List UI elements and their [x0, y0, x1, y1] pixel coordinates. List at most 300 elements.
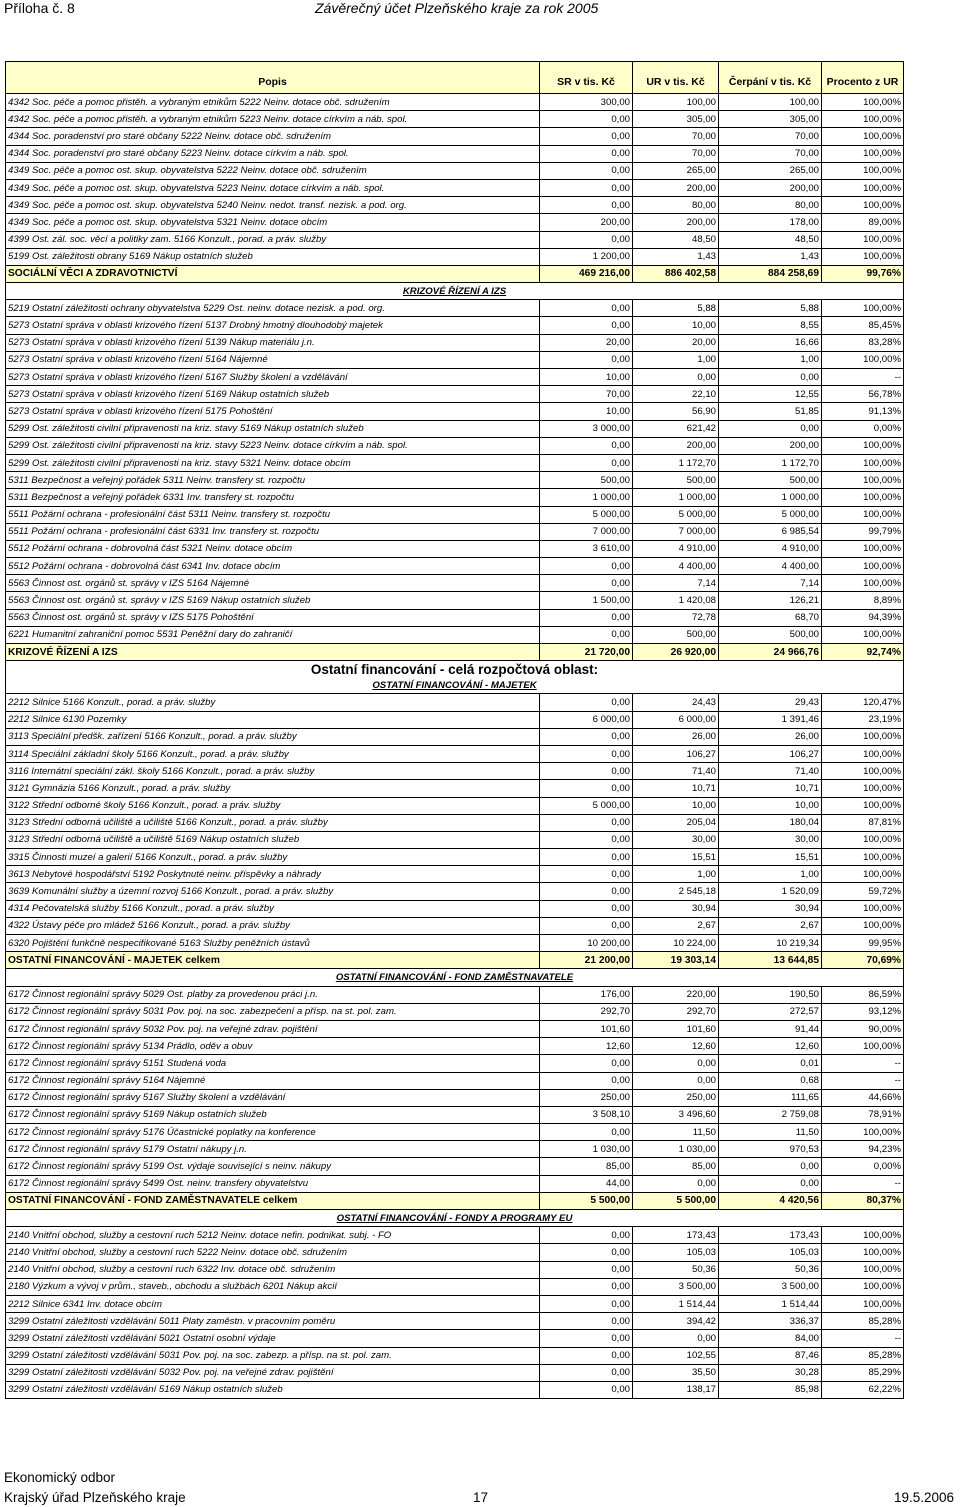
table-row: [6, 986, 904, 1003]
col-header-sr: SR v tis. Kč: [540, 62, 633, 94]
row-value: 71,40: [719, 763, 822, 780]
row-value: 0,00: [540, 694, 633, 711]
table-row: [6, 1244, 904, 1261]
row-description: 3123 Střední odborná učiliště a učiliště 5166 Konzult., porad. a práv. služby: [6, 814, 540, 831]
row-value: 10,71: [633, 780, 719, 797]
row-value: 80,00: [719, 197, 822, 214]
table-row: [6, 1261, 904, 1278]
table-row: [6, 1038, 904, 1055]
row-value: 265,00: [633, 162, 719, 179]
row-value: 94,39%: [822, 609, 904, 626]
document-title: Závěrečný účet Plzeňského kraje za rok 2005: [315, 0, 599, 16]
row-value: 6 000,00: [540, 711, 633, 728]
row-value: 272,57: [719, 1003, 822, 1020]
table-row: [6, 711, 904, 728]
row-value: 0,00: [540, 849, 633, 866]
row-description: 5511 Požární ochrana - profesionální část 5311 Neinv. transfery st. rozpočtu: [6, 506, 540, 523]
row-value: 5 500,00: [540, 1192, 633, 1209]
row-description: 4344 Soc. poradenství pro staré občany 5222 Neinv. dotace obč. sdružením: [6, 128, 540, 145]
row-value: 15,51: [633, 849, 719, 866]
row-value: 20,00: [540, 334, 633, 351]
row-description: 6320 Pojištění funkčně nespecifikované 5163 Služby peněžních ústavů: [6, 935, 540, 952]
row-value: 100,00%: [822, 917, 904, 934]
row-value: 10,00: [633, 797, 719, 814]
row-value: 5,88: [719, 300, 822, 317]
col-header-procento: Procento z UR: [822, 62, 904, 94]
page-header: [0, 0, 960, 18]
row-value: 70,00: [540, 386, 633, 403]
row-value: 100,00%: [822, 111, 904, 128]
row-description: 4344 Soc. poradenství pro staré občany 5223 Neinv. dotace církvím a náb. spol.: [6, 145, 540, 162]
row-value: 2 545,18: [633, 883, 719, 900]
row-value: 300,00: [540, 94, 633, 111]
row-value: 99,95%: [822, 935, 904, 952]
table-row: [6, 386, 904, 403]
row-value: 10,71: [719, 780, 822, 797]
row-value: 0,00%: [822, 420, 904, 437]
row-description: 5563 Činnost ost. orgánů st. správy v IZS 5175 Pohoštění: [6, 609, 540, 626]
row-value: 100,00%: [822, 558, 904, 575]
table-body: [6, 94, 904, 1399]
row-value: 90,00%: [822, 1020, 904, 1037]
table-row: [6, 831, 904, 848]
table-row: [6, 814, 904, 831]
row-value: 100,00%: [822, 248, 904, 265]
row-value: 87,81%: [822, 814, 904, 831]
row-value: 100,00%: [822, 454, 904, 471]
row-value: 85,00: [633, 1158, 719, 1175]
row-value: 3 000,00: [540, 420, 633, 437]
table-row: [6, 179, 904, 196]
row-description: OSTATNÍ FINANCOVÁNÍ - MAJETEK celkem: [6, 952, 540, 969]
table-row: [6, 558, 904, 575]
row-description: 5511 Požární ochrana - profesionální část 6331 Inv. transfery st. rozpočtu: [6, 523, 540, 540]
row-value: 100,00%: [822, 728, 904, 745]
section-heading-row: [6, 1210, 904, 1227]
row-value: 200,00: [633, 214, 719, 231]
row-value: 93,12%: [822, 1003, 904, 1020]
row-description: 5273 Ostatní správa v oblasti krizového řízení 5169 Nákup ostatních služeb: [6, 386, 540, 403]
row-value: 1 500,00: [540, 592, 633, 609]
row-value: 621,42: [633, 420, 719, 437]
row-value: 100,00%: [822, 626, 904, 643]
footer-date: 19.5.2006: [893, 1490, 954, 1505]
row-value: 1 514,44: [633, 1295, 719, 1312]
row-value: 5 500,00: [633, 1192, 719, 1209]
row-value: 200,00: [719, 437, 822, 454]
table-row: [6, 900, 904, 917]
table-row: [6, 780, 904, 797]
row-description: 2212 Silnice 5166 Konzult., porad. a práv. služby: [6, 694, 540, 711]
row-value: 5 000,00: [633, 506, 719, 523]
row-description: 4342 Soc. péče a pomoc přistěh. a vybraným etnikům 5222 Neinv. dotace obč. sdružením: [6, 94, 540, 111]
row-value: 100,00%: [822, 300, 904, 317]
row-description: 5299 Ost. záležitosti civilní připravenosti na kriz. stavy 5223 Neinv. dotace církvím a náb. spol.: [6, 437, 540, 454]
row-description: 3299 Ostatní záležitosti vzdělávání 5031 Pov. poj. na soc. zabezp. a přísp. na st. pol. zam.: [6, 1347, 540, 1364]
table-row: [6, 1020, 904, 1037]
row-value: 0,00: [540, 900, 633, 917]
row-value: 70,00: [719, 145, 822, 162]
row-description: 4314 Pečovatelská služby 5166 Konzult., porad. a práv. služby: [6, 900, 540, 917]
row-description: 6172 Činnost regionální správy 5151 Studená voda: [6, 1055, 540, 1072]
row-value: 4 420,56: [719, 1192, 822, 1209]
row-value: 0,00: [719, 369, 822, 386]
row-value: 100,00: [719, 94, 822, 111]
table-row: [6, 94, 904, 111]
row-description: 4342 Soc. péče a pomoc přistěh. a vybraným etnikům 5223 Neinv. dotace církvím a náb. spol.: [6, 111, 540, 128]
row-description: 6172 Činnost regionální správy 5032 Pov. poj. na veřejné zdrav. pojištění: [6, 1020, 540, 1037]
row-description: 2140 Vnitřní obchod, služby a cestovní ruch 6322 Inv. dotace obč. sdružením: [6, 1261, 540, 1278]
row-value: 20,00: [633, 334, 719, 351]
row-value: 0,00: [540, 558, 633, 575]
row-value: 7 000,00: [540, 523, 633, 540]
col-header-ur: UR v tis. Kč: [633, 62, 719, 94]
table-row: [6, 472, 904, 489]
row-value: 7,14: [633, 575, 719, 592]
row-value: 21 720,00: [540, 644, 633, 661]
total-row: [6, 952, 904, 969]
row-description: 2212 Silnice 6341 Inv. dotace obcím: [6, 1295, 540, 1312]
table-row: [6, 849, 904, 866]
col-header-popis: Popis: [6, 62, 540, 94]
row-value: 173,43: [719, 1227, 822, 1244]
row-description: 3299 Ostatní záležitosti vzdělávání 5011 Platy zaměstn. v pracovním poměru: [6, 1313, 540, 1330]
row-value: 105,03: [633, 1244, 719, 1261]
row-value: 86,59%: [822, 986, 904, 1003]
table-header-row: [6, 62, 904, 94]
row-description: 5273 Ostatní správa v oblasti krizového řízení 5137 Drobný hmotný dlouhodobý majetek: [6, 317, 540, 334]
row-value: 173,43: [633, 1227, 719, 1244]
table-row: [6, 797, 904, 814]
row-value: 13 644,85: [719, 952, 822, 969]
row-value: 3 610,00: [540, 540, 633, 557]
row-value: 100,00%: [822, 866, 904, 883]
table-row: [6, 1381, 904, 1398]
table-row: [6, 1003, 904, 1020]
row-description: 5311 Bezpečnost a veřejný pořádek 5311 Neinv. transfery st. rozpočtu: [6, 472, 540, 489]
row-description: 3122 Střední odborné školy 5166 Konzult., porad. a práv. služby: [6, 797, 540, 814]
row-value: 1 030,00: [540, 1141, 633, 1158]
row-value: 11,50: [633, 1124, 719, 1141]
row-value: 111,65: [719, 1089, 822, 1106]
row-value: 56,90: [633, 403, 719, 420]
row-value: 21 200,00: [540, 952, 633, 969]
row-value: 24 966,76: [719, 644, 822, 661]
row-value: 0,01: [719, 1055, 822, 1072]
row-value: 0,00: [540, 1261, 633, 1278]
row-description: 2140 Vnitřní obchod, služby a cestovní ruch 5222 Neinv. dotace obč. sdružením: [6, 1244, 540, 1261]
footer-office: Krajský úřad Plzeňského kraje: [4, 1490, 186, 1505]
table-row: [6, 866, 904, 883]
table-row: [6, 317, 904, 334]
row-value: 0,00: [540, 1072, 633, 1089]
table-row: [6, 1106, 904, 1123]
row-value: 305,00: [633, 111, 719, 128]
row-value: 51,85: [719, 403, 822, 420]
table-row: [6, 728, 904, 745]
row-description: 6172 Činnost regionální správy 5134 Prádlo, oděv a obuv: [6, 1038, 540, 1055]
row-value: 24,43: [633, 694, 719, 711]
row-value: 138,17: [633, 1381, 719, 1398]
row-description: 5273 Ostatní správa v oblasti krizového řízení 5167 Služby školení a vzdělávání: [6, 369, 540, 386]
row-value: 100,00%: [822, 1124, 904, 1141]
row-description: 5273 Ostatní správa v oblasti krizového řízení 5175 Pohoštění: [6, 403, 540, 420]
table-row: [6, 1158, 904, 1175]
row-value: 0,00: [540, 883, 633, 900]
row-value: 292,70: [633, 1003, 719, 1020]
row-value: 1 000,00: [719, 489, 822, 506]
row-value: 1 172,70: [719, 454, 822, 471]
row-value: 200,00: [540, 214, 633, 231]
row-value: 884 258,69: [719, 265, 822, 282]
row-value: 100,00%: [822, 128, 904, 145]
row-value: 0,00: [540, 1313, 633, 1330]
row-value: 0,00: [540, 575, 633, 592]
row-value: 1 030,00: [633, 1141, 719, 1158]
row-value: 0,00: [719, 1175, 822, 1192]
table-row: [6, 351, 904, 368]
row-value: 72,78: [633, 609, 719, 626]
row-value: 85,00: [540, 1158, 633, 1175]
row-value: 106,27: [719, 745, 822, 762]
row-value: 1 520,09: [719, 883, 822, 900]
row-value: 305,00: [719, 111, 822, 128]
row-value: 7,14: [719, 575, 822, 592]
row-value: 126,21: [719, 592, 822, 609]
row-value: 100,00%: [822, 763, 904, 780]
row-value: 70,00: [633, 128, 719, 145]
table-row: [6, 454, 904, 471]
row-value: 85,45%: [822, 317, 904, 334]
section-heading-row: [6, 677, 904, 694]
row-value: 1 514,44: [719, 1295, 822, 1312]
table-row: [6, 763, 904, 780]
row-description: 5219 Ostatní záležitosti ochrany obyvatelstva 5229 Ost. neinv. dotace nezisk. a pod. org.: [6, 300, 540, 317]
row-value: 886 402,58: [633, 265, 719, 282]
row-value: 10,00: [540, 369, 633, 386]
section-heading: OSTATNÍ FINANCOVÁNÍ - MAJETEK: [6, 677, 904, 694]
row-value: 4 910,00: [633, 540, 719, 557]
row-value: 0,00: [540, 197, 633, 214]
row-value: 0,00: [719, 1158, 822, 1175]
row-value: 100,00%: [822, 351, 904, 368]
row-value: 0,00: [540, 437, 633, 454]
row-value: 100,00%: [822, 900, 904, 917]
row-value: 100,00%: [822, 1038, 904, 1055]
row-value: 469 216,00: [540, 265, 633, 282]
row-value: 0,00: [540, 1381, 633, 1398]
row-value: 0,00%: [822, 1158, 904, 1175]
row-description: 5273 Ostatní správa v oblasti krizového řízení 5164 Nájemné: [6, 351, 540, 368]
row-value: 15,51: [719, 849, 822, 866]
row-value: 0,00: [540, 626, 633, 643]
row-description: 3299 Ostatní záležitosti vzdělávání 5021 Ostatní osobní výdaje: [6, 1330, 540, 1347]
row-value: 3 500,00: [719, 1278, 822, 1295]
table-row: [6, 1089, 904, 1106]
row-description: 3613 Nebytové hospodářství 5192 Poskytnuté neinv. příspěvky a náhrady: [6, 866, 540, 883]
row-value: 5 000,00: [540, 506, 633, 523]
table-row: [6, 1278, 904, 1295]
row-value: --: [822, 1055, 904, 1072]
row-description: 4399 Ost. zál. soc. věcí a politiky zam. 5166 Konzult., porad. a práv. služby: [6, 231, 540, 248]
section-heading: KRIZOVÉ ŘÍZENÍ A IZS: [6, 283, 904, 300]
table-row: [6, 1313, 904, 1330]
table-row: [6, 626, 904, 643]
row-value: 0,00: [540, 162, 633, 179]
row-value: 0,00: [633, 369, 719, 386]
row-value: 0,00: [719, 420, 822, 437]
row-value: 0,00: [540, 128, 633, 145]
row-value: 3 508,10: [540, 1106, 633, 1123]
row-value: 100,00%: [822, 1295, 904, 1312]
row-description: 6221 Humanitní zahraniční pomoc 5531 Peněžní dary do zahraničí: [6, 626, 540, 643]
row-value: 92,74%: [822, 644, 904, 661]
page-number: 17: [473, 1490, 489, 1505]
row-value: 85,28%: [822, 1313, 904, 1330]
row-value: 394,42: [633, 1313, 719, 1330]
row-value: 6 000,00: [633, 711, 719, 728]
row-description: 3299 Ostatní záležitosti vzdělávání 5169 Nákup ostatních služeb: [6, 1381, 540, 1398]
row-value: 0,00: [540, 1347, 633, 1364]
table-row: [6, 214, 904, 231]
row-value: 85,28%: [822, 1347, 904, 1364]
row-description: 5299 Ost. záležitosti civilní připravenosti na kriz. stavy 5169 Nákup ostatních služeb: [6, 420, 540, 437]
row-value: 100,00%: [822, 506, 904, 523]
row-value: 11,50: [719, 1124, 822, 1141]
budget-table: [5, 61, 904, 1399]
row-value: 1,00: [719, 866, 822, 883]
table-row: [6, 523, 904, 540]
row-value: 190,50: [719, 986, 822, 1003]
row-value: 100,00%: [822, 831, 904, 848]
row-value: 0,00: [540, 917, 633, 934]
row-value: 1,43: [633, 248, 719, 265]
row-value: 3 500,00: [633, 1278, 719, 1295]
table-row: [6, 420, 904, 437]
row-value: 78,91%: [822, 1106, 904, 1123]
row-value: 48,50: [719, 231, 822, 248]
row-value: 0,00: [540, 317, 633, 334]
row-value: 0,00: [540, 454, 633, 471]
row-description: 3315 Činnosti muzeí a galerií 5166 Konzult., porad. a práv. služby: [6, 849, 540, 866]
row-value: 71,40: [633, 763, 719, 780]
row-value: 10,00: [719, 797, 822, 814]
row-value: 50,36: [719, 1261, 822, 1278]
row-description: 2140 Vnitřní obchod, služby a cestovní ruch 5212 Neinv. dotace nefin. podnikat. subj. - FO: [6, 1227, 540, 1244]
row-value: 0,00: [540, 111, 633, 128]
row-value: 0,00: [540, 814, 633, 831]
row-value: 0,00: [540, 728, 633, 745]
row-value: 0,00: [540, 780, 633, 797]
row-value: 5 000,00: [719, 506, 822, 523]
row-value: 4 400,00: [633, 558, 719, 575]
row-value: 2,67: [633, 917, 719, 934]
row-value: 1 420,08: [633, 592, 719, 609]
row-value: 101,60: [633, 1020, 719, 1037]
row-description: 6172 Činnost regionální správy 5169 Nákup ostatních služeb: [6, 1106, 540, 1123]
row-value: 0,00: [540, 609, 633, 626]
row-value: 0,00: [633, 1330, 719, 1347]
row-value: 26,00: [633, 728, 719, 745]
row-value: 80,00: [633, 197, 719, 214]
row-value: 100,00%: [822, 145, 904, 162]
table-row: [6, 231, 904, 248]
row-value: 500,00: [633, 472, 719, 489]
row-value: 178,00: [719, 214, 822, 231]
row-value: 1 000,00: [633, 489, 719, 506]
section-heading: OSTATNÍ FINANCOVÁNÍ - FOND ZAMĚSTNAVATELE: [6, 969, 904, 986]
row-description: 2180 Výzkum a vývoj v prům., staveb., obchodu a službách 6201 Nákup akcií: [6, 1278, 540, 1295]
row-value: 89,00%: [822, 214, 904, 231]
row-value: 500,00: [719, 626, 822, 643]
row-value: 0,00: [540, 1124, 633, 1141]
row-value: 99,76%: [822, 265, 904, 282]
row-value: 30,00: [633, 831, 719, 848]
row-value: 26 920,00: [633, 644, 719, 661]
row-value: 500,00: [540, 472, 633, 489]
table-row: [6, 128, 904, 145]
row-value: 100,00%: [822, 1278, 904, 1295]
row-value: 80,37%: [822, 1192, 904, 1209]
total-row: [6, 265, 904, 282]
row-description: 5199 Ost. záležitosti obrany 5169 Nákup ostatních služeb: [6, 248, 540, 265]
table-row: [6, 575, 904, 592]
row-value: 30,94: [719, 900, 822, 917]
appendix-label: Příloha č. 8: [4, 0, 75, 16]
col-header-cerpani: Čerpání v tis. Kč: [719, 62, 822, 94]
row-description: 2212 Silnice 6130 Pozemky: [6, 711, 540, 728]
row-value: 12,60: [540, 1038, 633, 1055]
row-value: 102,55: [633, 1347, 719, 1364]
row-description: 5311 Bezpečnost a veřejný pořádek 6331 Inv. transfery st. rozpočtu: [6, 489, 540, 506]
row-value: 0,00: [540, 763, 633, 780]
row-value: 23,19%: [822, 711, 904, 728]
table-row: [6, 197, 904, 214]
row-description: 5299 Ost. záležitosti civilní připravenosti na kriz. stavy 5321 Neinv. dotace obcím: [6, 454, 540, 471]
page-footer: [0, 1470, 960, 1507]
row-value: 970,53: [719, 1141, 822, 1158]
row-description: 4349 Soc. péče a pomoc ost. skup. obyvatelstva 5240 Neinv. nedot. transf. nezisk. a pod. org.: [6, 197, 540, 214]
row-description: 6172 Činnost regionální správy 5199 Ost. výdaje související s neinv. nákupy: [6, 1158, 540, 1175]
row-description: 3113 Speciální předšk. zařízení 5166 Konzult., porad. a práv. služby: [6, 728, 540, 745]
row-value: 100,00%: [822, 437, 904, 454]
row-value: 4 400,00: [719, 558, 822, 575]
row-description: 4322 Ústavy péče pro mládež 5166 Konzult., porad. a práv. služby: [6, 917, 540, 934]
table-row: [6, 540, 904, 557]
row-value: 5,88: [633, 300, 719, 317]
row-value: 100,00%: [822, 780, 904, 797]
table-row: [6, 883, 904, 900]
table-row: [6, 1141, 904, 1158]
table-row: [6, 403, 904, 420]
row-value: 10,00: [540, 403, 633, 420]
row-value: 87,46: [719, 1347, 822, 1364]
row-value: 120,47%: [822, 694, 904, 711]
row-value: 250,00: [540, 1089, 633, 1106]
row-value: 101,60: [540, 1020, 633, 1037]
row-description: 4349 Soc. péče a pomoc ost. skup. obyvatelstva 5223 Neinv. dotace církvím a náb. spol.: [6, 179, 540, 196]
row-value: 106,27: [633, 745, 719, 762]
table-row: [6, 1364, 904, 1381]
row-value: 30,94: [633, 900, 719, 917]
row-description: 6172 Činnost regionální správy 5029 Ost. platby za provedenou práci j.n.: [6, 986, 540, 1003]
row-value: 12,60: [633, 1038, 719, 1055]
row-value: 0,00: [540, 1364, 633, 1381]
table-row: [6, 1347, 904, 1364]
row-value: 4 910,00: [719, 540, 822, 557]
row-value: 1,00: [633, 866, 719, 883]
row-value: 44,66%: [822, 1089, 904, 1106]
